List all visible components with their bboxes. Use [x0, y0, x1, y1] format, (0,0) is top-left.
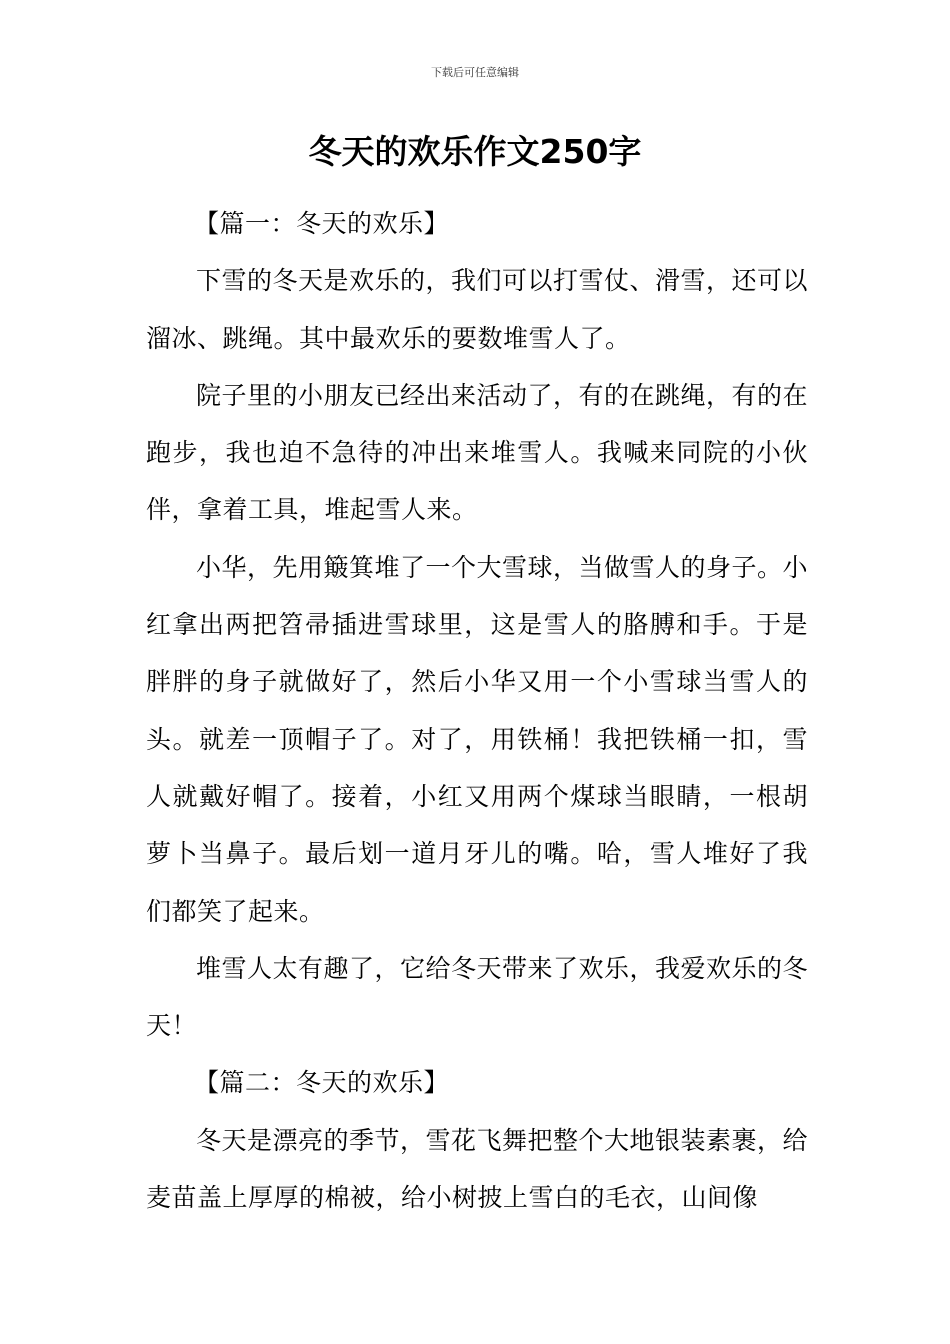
paragraph: 堆雪人太有趣了，它给冬天带来了欢乐，我爱欢乐的冬天！ [146, 953, 809, 1041]
document-title: 冬天的欢乐作文250字 [308, 132, 642, 171]
paragraph: 小华，先用簸箕堆了一个大雪球，当做雪人的身子。小红拿出两把笤帚插进雪球里，这是雪人的胳膊和手。于是胖胖的身子就做好了，然后小华又用一个小雪球当雪人的头。就差一顶帽子了。对了，用铁桶！我把铁桶一扣，雪人就戴好帽了。接着，小红又用两个煤球当眼睛，一根胡萝卜当鼻子。最后划一道月牙儿的嘴。哈，雪人堆好了我们都笑了起来。 [146, 552, 809, 926]
header-note: 下载后可任意编辑 [431, 66, 519, 79]
section-one [146, 195, 808, 1054]
paragraph: 院子里的小朋友已经出来活动了，有的在跳绳，有的在跑步，我也迫不急待的冲出来堆雪人。我喊来同院的小伙伴，拿着工具，堆起雪人来。 [146, 380, 809, 525]
section-heading: 【篇一：冬天的欢乐】 [194, 209, 450, 238]
section-two [146, 1054, 808, 1226]
document-body [146, 195, 808, 1226]
paragraph: 下雪的冬天是欢乐的，我们可以打雪仗、滑雪，还可以溜冰、跳绳。其中最欢乐的要数堆雪人了。 [146, 266, 809, 353]
paragraph: 冬天是漂亮的季节，雪花飞舞把整个大地银装素裹，给麦苗盖上厚厚的棉被，给小树披上雪白的毛衣，山间像 [146, 1125, 809, 1213]
section-heading: 【篇二：冬天的欢乐】 [194, 1068, 450, 1098]
